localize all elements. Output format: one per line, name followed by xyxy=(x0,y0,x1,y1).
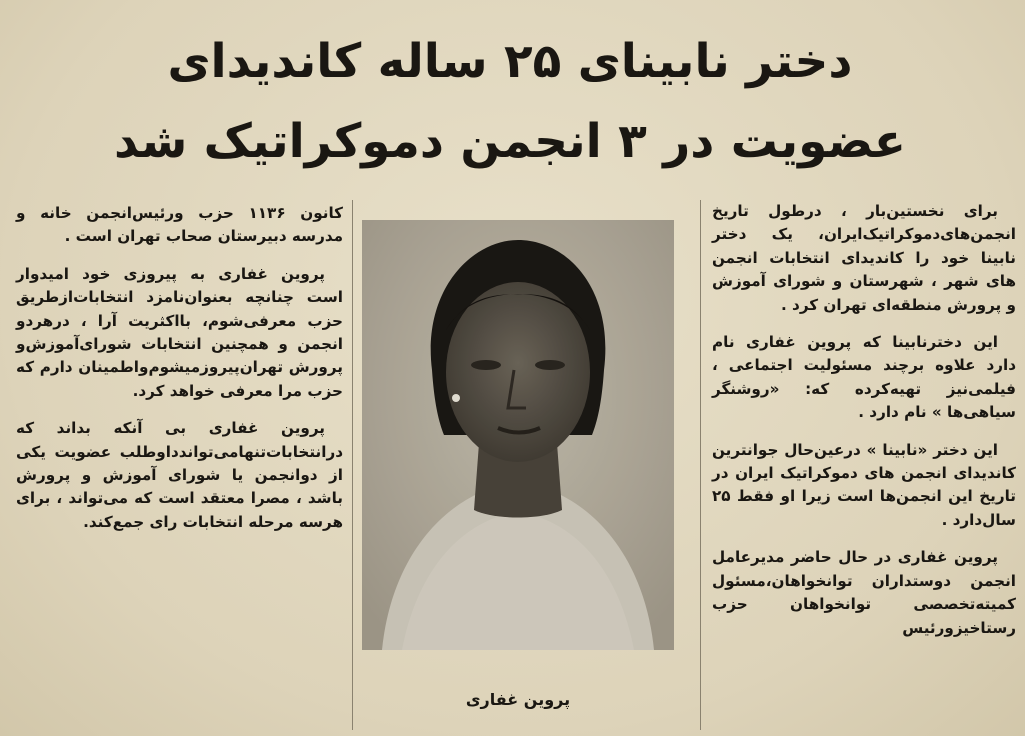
headline xyxy=(60,22,960,182)
left-paragraph-2: پروین غفاری به پیروزی خود امیدوار است چنانچه بعنوان‌نامزد انتخابات‌ازطریق حزب معرفی‌شوم، بااکثریت آرا ، درهردو انجمن و همچنین انتخابات شورای‌آموزش‌و پرورش تهران‌پیروزمیشوم‌واطمینان دارم که حزب مرا معرفی خواهد کرد. xyxy=(16,264,343,400)
right-paragraph-2: این دخترنابینا که پروین غفاری نام دارد علاوه برچند مسئولیت اجتماعی ، فیلمی‌نیز تهیه‌کرده که: «روشنگر سیاهی‌ها » نام دارد . xyxy=(712,333,1016,422)
right-paragraph-3: این دختر «نابینا » درعین‌حال جوانترین کاندیدای انجمن های دموکراتیک ایران در تاریخ این انجمن‌ها است زیرا او فقط ۲۵ سال‌دارد . xyxy=(712,440,1016,529)
headline-line-1: دختر نابینای ۲۵ ساله کاندیدای xyxy=(167,34,853,89)
left-column xyxy=(16,202,343,548)
portrait-illustration xyxy=(362,220,674,650)
column-divider-left xyxy=(352,200,353,730)
photo-caption: پروین غفاری xyxy=(465,690,571,709)
right-paragraph-4: پروین غفاری در حال حاضر مدیرعامل انجمن دوستداران توانخواهان،مسئول کمیته‌تخصصی توانخواهان حزب رستاخیزورئیس xyxy=(712,548,1016,637)
portrait-photo xyxy=(362,220,674,650)
right-column xyxy=(712,200,1016,654)
left-paragraph-3: پروین غفاری بی آنکه بداند که درانتخابات‌تنهامی‌تواندداوطلب عضویت یکی از دوانجمن یا شورای آموزش و پرورش باشد ، مصرا معتقد است که می‌تواند ، برای هرسه مرحله انتخابات رای جمع‌کند. xyxy=(16,419,343,531)
right-paragraph-1: برای نخستین‌بار ، درطول تاریخ انجمن‌های‌دموکراتیک‌ایران، یک دختر نابینا خود را کاندیدای انتخابات انجمن های شهر ، شهرستان و شورای آموزش و پرورش منطقه‌ای تهران کرد . xyxy=(712,202,1016,314)
headline-line-2: عضویت در ۳ انجمن دموکراتیک شد xyxy=(113,114,907,169)
left-paragraph-1: کانون ۱۱۳۶ حزب ورئیس‌انجمن خانه و مدرسه دبیرستان صحاب تهران است . xyxy=(16,204,343,246)
column-divider-right xyxy=(700,200,701,730)
